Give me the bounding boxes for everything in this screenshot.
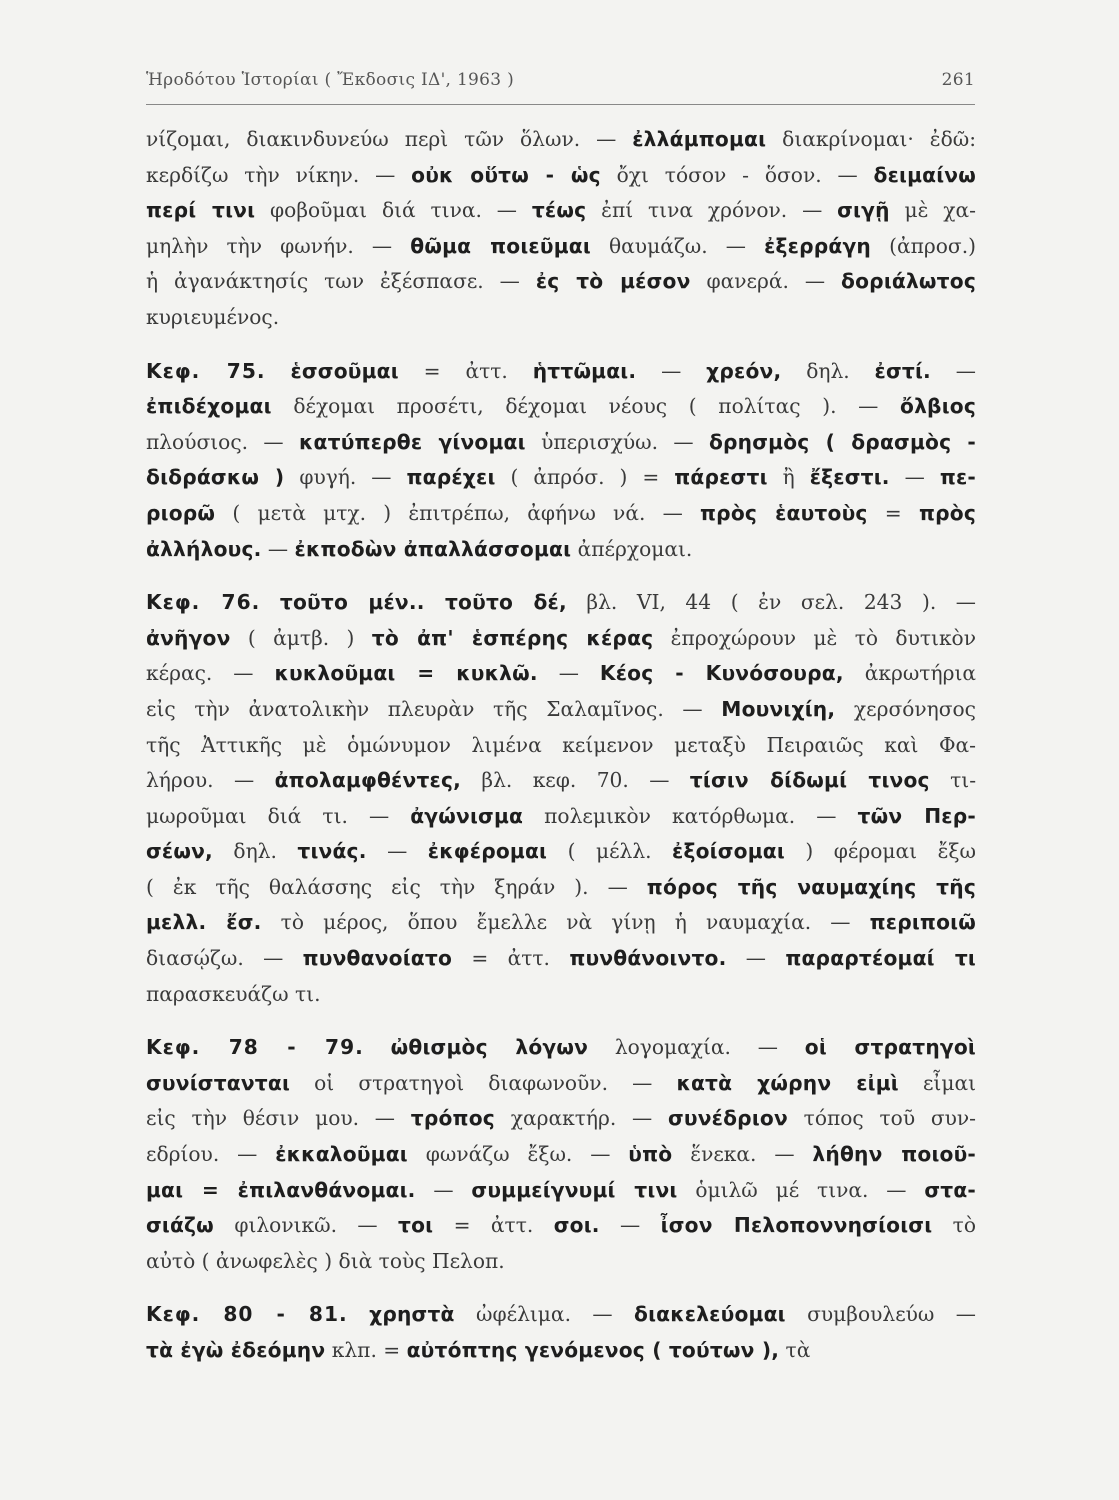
headword: ἀπολαμφθέντες, — [274, 768, 462, 793]
gloss-text — [364, 1035, 391, 1059]
running-title: Ἡροδότου Ἱστορίαι ( Ἔκδοσις ΙΔ', 1963 ) — [146, 70, 515, 90]
gloss-text: δηλ. — [212, 839, 298, 864]
gloss-text: εδρίου. — — [146, 1142, 276, 1167]
gloss-text: — — [636, 358, 707, 383]
glossary-section — [146, 1030, 976, 1279]
headword: ὑπὸ — [628, 1142, 673, 1167]
gloss-text: κλπ. = — [325, 1338, 407, 1362]
gloss-text: ὑπερισχύω. — — [525, 429, 709, 454]
headword: ἔξεστι. — [809, 465, 890, 490]
gloss-text: = ἀττ. — [398, 358, 533, 383]
gloss-text: ὠφέλιμα. — — [454, 1302, 635, 1327]
headword: ἑσσοῦμαι — [290, 358, 399, 383]
gloss-text: — — [366, 839, 428, 864]
gloss-text: κυριευμένος. — [146, 304, 280, 329]
text-line — [146, 1066, 976, 1102]
chapter-label: Κεφ. 76. — [146, 590, 261, 615]
headword: πυνθάνοιντο. — [569, 946, 727, 971]
text-line — [146, 870, 976, 906]
headword: ἀνῆγον — [146, 625, 231, 650]
headword: τῶν Περ- — [857, 803, 976, 828]
text-line — [146, 354, 976, 390]
chapter-label: Κεφ. 78 - 79. — [146, 1035, 364, 1060]
headword: διακελεύομαι — [634, 1302, 786, 1327]
glossary-section — [146, 1297, 976, 1368]
gloss-text: ( μετὰ μτχ. ) ἐπιτρέπω, ἀφήνω νά. — — [215, 500, 700, 525]
glossary-section — [146, 122, 976, 336]
gloss-text: ( μέλλ. — [547, 839, 673, 864]
gloss-text: φιλονικῶ. — — [213, 1213, 398, 1238]
headword: τοῦτο μέν.. τοῦτο δέ, — [279, 590, 567, 615]
headword: πάρεστι — [674, 465, 768, 490]
gloss-text: = ἀττ. — [433, 1213, 554, 1238]
gloss-text: τι- — [929, 768, 977, 793]
gloss-text: — — [415, 1177, 472, 1202]
text-line — [146, 585, 976, 621]
gloss-text: ) φέρομαι ἔξω — [784, 839, 976, 864]
gloss-text: μωροῦμαι διά τι. — — [146, 803, 411, 828]
gloss-text: εἰς τὴν θέσιν μου. — — [146, 1106, 411, 1131]
gloss-text: — — [599, 1213, 661, 1238]
headword: ἶσον Πελοποννησίοισι — [660, 1213, 933, 1238]
headword: τὸ ἀπ' ἑσπέρης κέρας — [371, 625, 654, 650]
text-line — [146, 977, 976, 1013]
text-line — [146, 656, 976, 692]
headword: ὄλβιος — [900, 394, 976, 419]
text-line — [146, 728, 976, 764]
gloss-text: ἡ ἀγανάκτησίς των ἐξέσπασε. — — [146, 269, 536, 294]
gloss-text: οἱ στρατηγοὶ διαφωνοῦν. — — [290, 1070, 677, 1095]
gloss-text: ἢ — [767, 465, 810, 490]
text-line — [146, 1137, 976, 1173]
gloss-text: χερσόνησος — [835, 696, 976, 721]
gloss-text: φανερά. — — [690, 269, 842, 294]
headword: λήθην ποιοῦ- — [812, 1142, 977, 1167]
page-number: 261 — [941, 70, 975, 90]
headword: ἀλλήλους. — [146, 536, 262, 561]
gloss-text: εἶμαι — [898, 1070, 977, 1095]
headword: κατύπερθε γίνομαι — [299, 429, 526, 454]
gloss-text: ( ἀμτβ. ) — [230, 625, 372, 650]
text-line — [146, 193, 976, 229]
text-line — [146, 1297, 976, 1333]
headword: συνέδριον — [667, 1106, 788, 1131]
headword: πυνθανοίατο — [302, 946, 453, 971]
gloss-text: τόπος τοῦ συν- — [787, 1106, 976, 1131]
headword: παρέχει — [406, 465, 496, 490]
gloss-text: φωνάζω ἔξω. — — [407, 1142, 629, 1167]
running-header — [146, 70, 975, 96]
headword: ἐξερράγη — [764, 233, 871, 258]
headword: δοριάλωτος — [841, 269, 976, 294]
headword: σοι. — [553, 1213, 600, 1238]
headword: δειμαίνω — [873, 162, 976, 187]
headword: τέως — [531, 198, 587, 223]
text-line — [146, 460, 976, 496]
text-line — [146, 941, 976, 977]
headword: πρὸς — [918, 500, 976, 525]
headword: θῶμα ποιεῦμαι — [410, 233, 591, 258]
text-line — [146, 229, 976, 265]
glossary-section — [146, 585, 976, 1012]
gloss-text: δέχομαι προσέτι, δέχομαι νέους ( πολίτας ). — — [271, 394, 900, 419]
text-line — [146, 1208, 976, 1244]
text-line — [146, 905, 976, 941]
gloss-text: τὸ μέρος, ὅπου ἔμελλε νὰ γίνῃ ἡ ναυμαχία. — — [261, 910, 870, 935]
gloss-text — [266, 359, 291, 383]
gloss-text: ( ἀπρόσ. ) = — [495, 465, 675, 490]
gloss-text: πολεμικὸν κατόρθωμα. — — [523, 803, 858, 828]
headword: τίσιν δίδωμί τινος — [689, 768, 930, 793]
text-line — [146, 621, 976, 657]
headword: μαι = ἐπιλανθάνομαι. — [146, 1177, 416, 1202]
gloss-text: εἰς τὴν ἀνατολικὴν πλευρὰν τῆς Σαλαμῖνος. — — [146, 696, 722, 721]
gloss-text: ὁμιλῶ μέ τινα. — — [677, 1177, 925, 1202]
header-rule — [146, 104, 975, 105]
headword: σιάζω — [146, 1213, 214, 1238]
chapter-label: Κεφ. 75. — [146, 358, 266, 383]
gloss-text: ( ἐκ τῆς θαλάσσης εἰς τὴν ξηράν ). — — [146, 874, 647, 899]
gloss-text: φοβοῦμαι διά τινα. — — [255, 198, 532, 223]
text-line — [146, 389, 976, 425]
text-line — [146, 1333, 976, 1369]
gloss-text: ὄχι τόσον - ὅσον. — — [600, 162, 874, 187]
headword: μελλ. ἔσ. — [146, 910, 262, 935]
gloss-text: φυγή. — — [284, 465, 407, 490]
chapter-label: Κεφ. 80 - 81. — [146, 1302, 348, 1327]
headword: χρεόν, — [706, 358, 782, 383]
gloss-text: — — [537, 661, 600, 686]
headword: ἐκκαλοῦμαι — [275, 1142, 408, 1167]
gloss-text: μὲ χα- — [889, 198, 976, 223]
gloss-text: ἀκρωτήρια — [843, 661, 976, 686]
text-line — [146, 1173, 976, 1209]
gloss-text: — — [930, 358, 976, 383]
gloss-text: = — [867, 500, 919, 525]
gloss-text: αὐτὸ ( ἀνωφελὲς ) διὰ τοὺς Πελοπ. — [146, 1248, 505, 1273]
gloss-text: κερδίζω τὴν νίκην. — — [146, 162, 412, 187]
gloss-text: βλ. VI, 44 ( ἐν σελ. 243 ). — — [566, 590, 976, 615]
text-line — [146, 799, 976, 835]
gloss-text: χαρακτήρ. — — [494, 1106, 668, 1131]
gloss-text: λήρου. — — [146, 768, 275, 793]
gloss-text: — — [889, 465, 940, 490]
gloss-text: διακρίνομαι· ἐδῶ: — [766, 127, 976, 151]
gloss-text: ἐπί τινα χρόνον. — — [586, 198, 838, 223]
gloss-text: τῆς Ἀττικῆς μὲ ὁμώνυμον λιμένα κείμενον μεταξὺ Πειραιῶς καὶ Φα- — [146, 732, 976, 757]
gloss-text: μηλὴν τὴν φωνήν. — — [146, 233, 411, 258]
headword: περί τινι — [146, 198, 256, 223]
text-line — [146, 1101, 976, 1137]
text-line — [146, 300, 976, 336]
gloss-text: συμβουλεύω — — [785, 1302, 976, 1327]
text-line — [146, 834, 976, 870]
gloss-text: τὰ — [779, 1338, 811, 1362]
gloss-text: τὸ — [932, 1213, 976, 1238]
headword: ἐς τὸ μέσον — [535, 269, 691, 294]
headword: χρηστὰ — [369, 1302, 455, 1327]
gloss-text: κέρας. — — [146, 661, 275, 686]
gloss-text: λογομαχία. — — [588, 1035, 805, 1060]
text-line — [146, 763, 976, 799]
gloss-text: ἀπέρχομαι. — [571, 536, 693, 561]
headword: σέων, — [146, 839, 213, 864]
headword: συνίστανται — [146, 1070, 291, 1095]
text-line — [146, 264, 976, 300]
headword: τὰ ἐγὼ ἐδεόμην — [146, 1338, 326, 1362]
gloss-text: — — [261, 536, 295, 561]
headword: αὐτόπτης γενόμενος ( τούτων ), — [406, 1338, 780, 1362]
headword: κατὰ χώρην εἰμὶ — [676, 1070, 899, 1095]
headword: οἱ στρατηγοὶ — [804, 1035, 976, 1060]
headword: πρὸς ἑαυτοὺς — [700, 500, 868, 525]
headword: οὐκ οὕτω - ὡς — [411, 162, 601, 187]
text-line — [146, 122, 976, 158]
glossary-section — [146, 354, 976, 568]
headword: δρησμὸς ( δρασμὸς - — [708, 429, 977, 454]
headword: περιποιῶ — [869, 910, 976, 935]
gloss-text: ἐπροχώρουν μὲ τὸ δυτικὸν — [653, 625, 976, 650]
headword: κυκλοῦμαι = κυκλῶ. — [274, 661, 538, 686]
headword: ἐκποδὼν ἀπαλλάσσομαι — [294, 536, 572, 561]
headword: ἐπιδέχομαι — [146, 394, 272, 419]
headword: συμμείγνυμί τινι — [471, 1177, 678, 1202]
headword: Μουνιχίη, — [721, 696, 836, 721]
text-line — [146, 692, 976, 728]
headword: ἡττῶμαι. — [532, 358, 637, 383]
headword: τοι — [398, 1213, 434, 1238]
text-line — [146, 496, 976, 532]
gloss-text: θαυμάζω. — — [590, 233, 765, 258]
headword: διδράσκω ) — [146, 465, 285, 490]
headword: ἐκφέρομαι — [427, 839, 548, 864]
text-line — [146, 425, 976, 461]
text-line — [146, 158, 976, 194]
headword: πόρος τῆς ναυμαχίης τῆς — [646, 874, 976, 899]
gloss-text: ἕνεκα. — — [672, 1142, 813, 1167]
gloss-text: — — [726, 946, 786, 971]
gloss-text — [348, 1302, 369, 1326]
headword: σιγῇ — [837, 198, 890, 223]
headword: Κέος - Κυνόσουρα, — [599, 661, 844, 686]
gloss-text: βλ. κεφ. 70. — — [461, 768, 690, 793]
gloss-text: παρασκευάζω τι. — [146, 981, 321, 1006]
text-line — [146, 532, 976, 568]
headword: ἀγώνισμα — [410, 803, 524, 828]
headword: στα- — [924, 1177, 976, 1202]
headword: τινάς. — [297, 839, 367, 864]
headword: ριορῶ — [146, 500, 216, 525]
headword: ἐξοίσομαι — [672, 839, 785, 864]
gloss-text: = ἀττ. — [452, 946, 570, 971]
text-line — [146, 1244, 976, 1280]
glossary-body — [146, 122, 976, 1369]
headword: τρόπος — [410, 1106, 495, 1131]
headword: ἐλλάμπομαι — [632, 127, 767, 151]
gloss-text: πλούσιος. — — [146, 429, 299, 454]
headword: ὠθισμὸς λόγων — [390, 1035, 589, 1060]
headword: πε- — [939, 465, 976, 490]
text-line — [146, 1030, 976, 1066]
gloss-text: διασῴζω. — — [146, 946, 303, 971]
headword: ἐστί. — [874, 358, 931, 383]
gloss-text: (ἀπροσ.) — [871, 233, 976, 258]
headword: παραρτέομαί τι — [785, 946, 976, 971]
gloss-text: δηλ. — [781, 358, 875, 383]
gloss-text: νίζομαι, διακινδυνεύω περὶ τῶν ὅλων. — — [146, 127, 633, 151]
gloss-text — [260, 590, 280, 614]
